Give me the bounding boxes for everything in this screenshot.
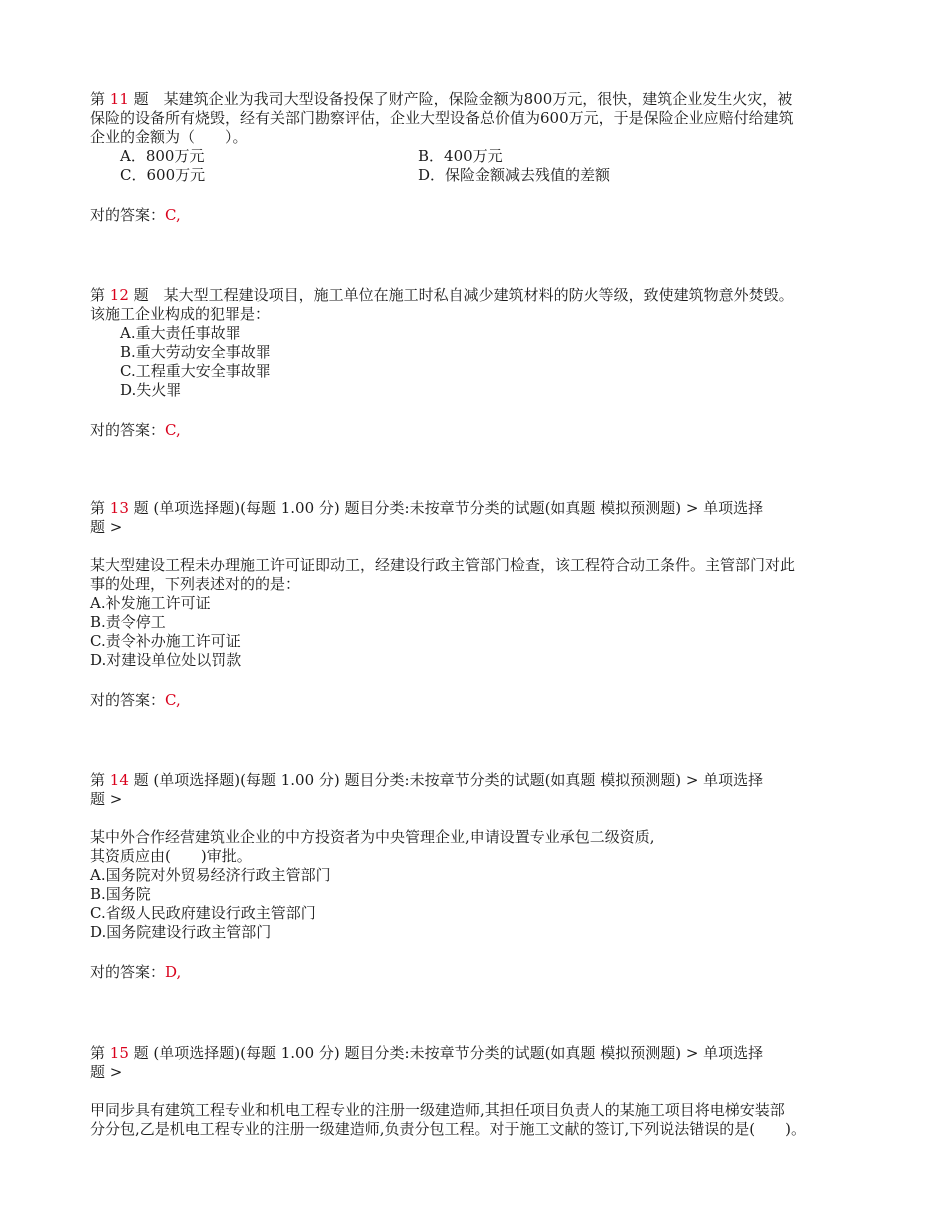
answer-label: 对的答案： [90,421,166,439]
options-grid [120,147,870,185]
option-c: C.省级人民政府建设行政主管部门 [90,904,316,922]
question-number: 15 [109,1044,129,1062]
option-a: A.重大责任事故罪 [120,324,241,342]
question-header-cont: 题 > [90,518,123,536]
question-stem-line: 保险的设备所有烧毁，经有关部门勘察评估，企业大型设备总价值为600万元，于是保险企业应赔付给建筑 [90,109,794,127]
question-stem-line: 某建筑企业为我司大型设备投保了财产险，保险金额为800万元，很快，建筑企业发生火灾，被 [163,90,793,108]
option-b: B．400万元 [418,147,503,165]
option-a: A.国务院对外贸易经济行政主管部门 [90,866,331,884]
question-stem-line: 其资质应由( )审批。 [90,847,252,865]
question-suffix: 题 (单项选择题)(每题 1.00 分) 题目分类:未按章节分类的试题(如真题 模拟预测题) > 单项选择 [128,499,764,517]
question-header [90,90,870,109]
question-number: 12 [109,286,129,304]
option-b: B.国务院 [90,885,151,903]
option-d: D．保险金额减去残值的差额 [418,166,611,184]
question-prefix: 第 [90,1044,110,1062]
question-header-cont: 题 > [90,790,123,808]
answer-line [90,206,870,225]
question-stem-line: 事的处理，下列表述对的的是： [90,575,301,593]
question-prefix: 第 [90,286,110,304]
question-12 [90,286,870,440]
option-d: D.国务院建设行政主管部门 [90,923,272,941]
answer-label: 对的答案： [90,963,166,981]
question-stem-line: 企业的金额为（ ）。 [90,128,248,146]
question-prefix: 第 [90,499,110,517]
question-suffix: 题 [128,286,149,304]
answer-value: C, [165,421,181,439]
question-14 [90,771,870,982]
answer-line [90,691,870,710]
answer-value: D, [165,963,182,981]
question-header [90,771,870,790]
option-c: C.责令补办施工许可证 [90,632,241,650]
question-stem-line: 某大型工程建设项目，施工单位在施工时私自减少建筑材料的防火等级，致使建筑物意外焚毁。 [163,286,794,304]
question-header [90,286,870,305]
question-suffix: 题 (单项选择题)(每题 1.00 分) 题目分类:未按章节分类的试题(如真题 模拟预测题) > 单项选择 [128,771,764,789]
question-number: 11 [109,90,129,108]
question-stem-line: 某大型建设工程未办理施工许可证即动工，经建设行政主管部门检查，该工程符合动工条件。主管部门对此 [90,556,796,574]
answer-value: C, [165,206,181,224]
option-d: D.对建设单位处以罚款 [90,651,242,669]
question-number: 13 [109,499,129,517]
option-b: B.重大劳动安全事故罪 [120,343,271,361]
answer-line [90,963,870,982]
question-suffix: 题 [128,90,149,108]
option-b: B.责令停工 [90,613,166,631]
question-stem-line: 该施工企业构成的犯罪是： [90,305,271,323]
question-header [90,1044,870,1063]
question-header-cont: 题 > [90,1063,123,1081]
option-a: A．800万元 [120,147,205,165]
option-c: C.工程重大安全事故罪 [120,362,271,380]
question-11 [90,90,870,225]
question-header [90,499,870,518]
question-stem-line: 分分包,乙是机电工程专业的注册一级建造师,负责分包工程。对于施工文献的签订,下列说法错误的是( )。 [90,1120,807,1138]
answer-line [90,421,870,440]
question-suffix: 题 (单项选择题)(每题 1.00 分) 题目分类:未按章节分类的试题(如真题 模拟预测题) > 单项选择 [128,1044,764,1062]
answer-value: C, [165,691,181,709]
question-15 [90,1044,870,1139]
question-prefix: 第 [90,771,110,789]
question-prefix: 第 [90,90,110,108]
option-a: A.补发施工许可证 [90,594,211,612]
answer-label: 对的答案： [90,691,166,709]
option-d: D.失火罪 [120,381,182,399]
question-number: 14 [109,771,129,789]
question-stem-line: 某中外合作经营建筑业企业的中方投资者为中央管理企业,申请设置专业承包二级资质, [90,828,655,846]
question-13 [90,499,870,710]
question-stem-line: 甲同步具有建筑工程专业和机电工程专业的注册一级建造师,其担任项目负责人的某施工项目将电梯安装部 [90,1101,785,1119]
option-c: C．600万元 [120,166,206,184]
answer-label: 对的答案： [90,206,166,224]
